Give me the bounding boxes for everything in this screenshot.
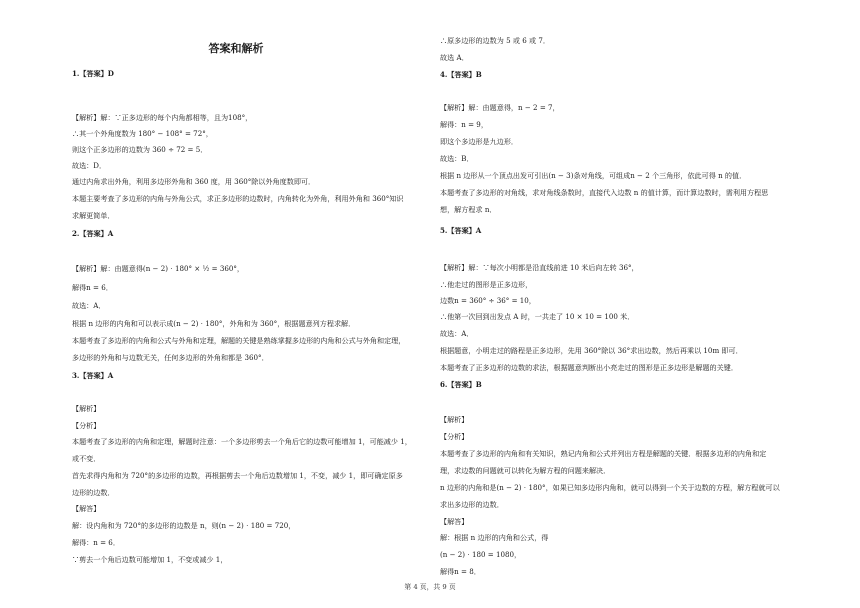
text-line: 或不变． [72, 454, 101, 463]
text-line: 故选：B． [440, 154, 474, 163]
text-line: 【解答】 [72, 504, 101, 513]
text-line: 则这个正多边形的边数为 360 ÷ 72 = 5． [72, 145, 208, 154]
text-line: 根据 n 边形的内角和可以表示成(n − 2) ⋅ 180°，外角和为 360°，根据题意列方程求解． [72, 319, 356, 328]
text-line: 本题考查了多边形的内角和有关知识，熟记内角和公式并列出方程是解题的关键．根据多边形的内角和定 [440, 449, 767, 458]
text-line: 即这个多边形是九边形． [440, 137, 519, 146]
text-line: ∴原多边形的边数为 5 或 6 或 7． [440, 36, 550, 45]
text-line: 本题考查了正多边形的边数的求法，根据题意判断出小亮走过的图形是正多边形是解题的关键． [440, 363, 738, 372]
text-line: 多边形的外角和与边数无关，任何多边形的外角和都是 360°． [72, 353, 269, 362]
text-line: 本题考查了多边形的对角线，求对角线条数时，直接代入边数 n 的值计算，而计算边数时，需利用方程思 [440, 188, 769, 197]
text-line: 理，求边数的问题就可以转化为解方程的问题来解决． [440, 466, 611, 475]
text-line: 【分析】 [440, 432, 469, 441]
page-title: 答案和解析 [208, 42, 264, 55]
text-line: 解得n = 6． [72, 283, 113, 292]
text-line: 5.【答案】A [440, 226, 482, 235]
text-line: 【分析】 [72, 421, 101, 430]
text-line: 解得：n = 9， [440, 120, 488, 129]
text-line: 3.【答案】A [72, 371, 114, 380]
text-line: 求出多边形的边数． [440, 500, 504, 509]
text-line: 求解更简单． [72, 211, 115, 220]
text-line: ∴其一个外角度数为 180° − 108° = 72°， [72, 129, 213, 138]
text-line: ∴他第一次回到出发点 A 时，一共走了 10 × 10 = 100 米． [440, 312, 635, 321]
text-line: 解：根据 n 边形的内角和公式，得 [440, 533, 549, 542]
text-line: 本题考查了多边形的内角和公式与外角和定理，解题的关键是熟练掌握多边形的内角和公式与外角和定理， [72, 336, 406, 345]
text-line: 【解析】 [72, 404, 101, 413]
text-line: 边数n = 360° ÷ 36° = 10， [440, 296, 536, 305]
text-line: 故选：A． [72, 301, 106, 310]
text-line: ∴他走过的图形是正多边形， [440, 280, 533, 289]
text-line: 通过内角求出外角，利用多边形外角和 360 度，用 360°除以外角度数即可． [72, 177, 316, 186]
text-line: 故选：A． [440, 329, 474, 338]
text-line: n 边形的内角和是(n − 2) ⋅ 180°，如果已知多边形内角和，就可以得到一个关于边数的方程，解方程就可以 [440, 483, 780, 492]
text-line: 【解答】 [440, 517, 469, 526]
text-line: 【解析】解：∵正多边形的每个内角都相等，且为108°， [72, 113, 253, 122]
text-line: ∵剪去一个角后边数可能增加 1，不变或减少 1， [72, 555, 228, 564]
text-line: 4.【答案】B [440, 70, 482, 79]
text-line: 解得n = 8． [440, 567, 481, 576]
text-line: 想，解方程求 n． [440, 205, 497, 214]
text-line: 本题主要考查了多边形的内角与外角公式，求正多边形的边数时，内角转化为外角，利用外角和 360°知识 [72, 194, 404, 203]
page-footer: 第 4 页，共 9 页 [404, 583, 456, 591]
text-line: 【解析】 [440, 415, 469, 424]
text-line: 本题考查了多边形的内角和定理，解题时注意：一个多边形剪去一个角后它的边数可能增加 1，可能减少 1， [72, 437, 412, 446]
text-line: 【解析】解：∵每次小明都是沿直线前进 10 米后向左转 36°， [440, 263, 639, 272]
text-line: (n − 2) ⋅ 180 = 1080， [440, 550, 522, 559]
text-line: 6.【答案】B [440, 380, 482, 389]
text-line: 故选 A． [440, 53, 469, 62]
text-line: 边形的边数． [72, 488, 115, 497]
text-line: 解得：n = 6． [72, 538, 120, 547]
text-line: 【解析】解：由题意得(n − 2) ⋅ 180° × ½ = 360°， [72, 264, 244, 273]
text-line: 2.【答案】A [72, 229, 114, 238]
text-line: 解：设内角和为 720°的多边形的边数是 n，则(n − 2) ⋅ 180 = 720， [72, 521, 296, 530]
text-line: 根据题意，小明走过的路程是正多边形，先用 360°除以 36°求出边数，然后再乘以 10m 即可． [440, 346, 743, 355]
text-line: 首先求得内角和为 720°的多边形的边数，再根据剪去一个角后边数增加 1，不变，减少 1，即可确定原多 [72, 471, 403, 480]
text-line: 1.【答案】D [72, 69, 114, 78]
text-line: 【解析】解：由题意得，n − 2 = 7， [440, 103, 560, 112]
text-line: 根据 n 边形从一个顶点出发可引出(n − 3)条对角线，可组成n − 2 个三角形，依此可得 n 的值． [440, 171, 747, 180]
text-line: 故选：D． [72, 161, 107, 170]
